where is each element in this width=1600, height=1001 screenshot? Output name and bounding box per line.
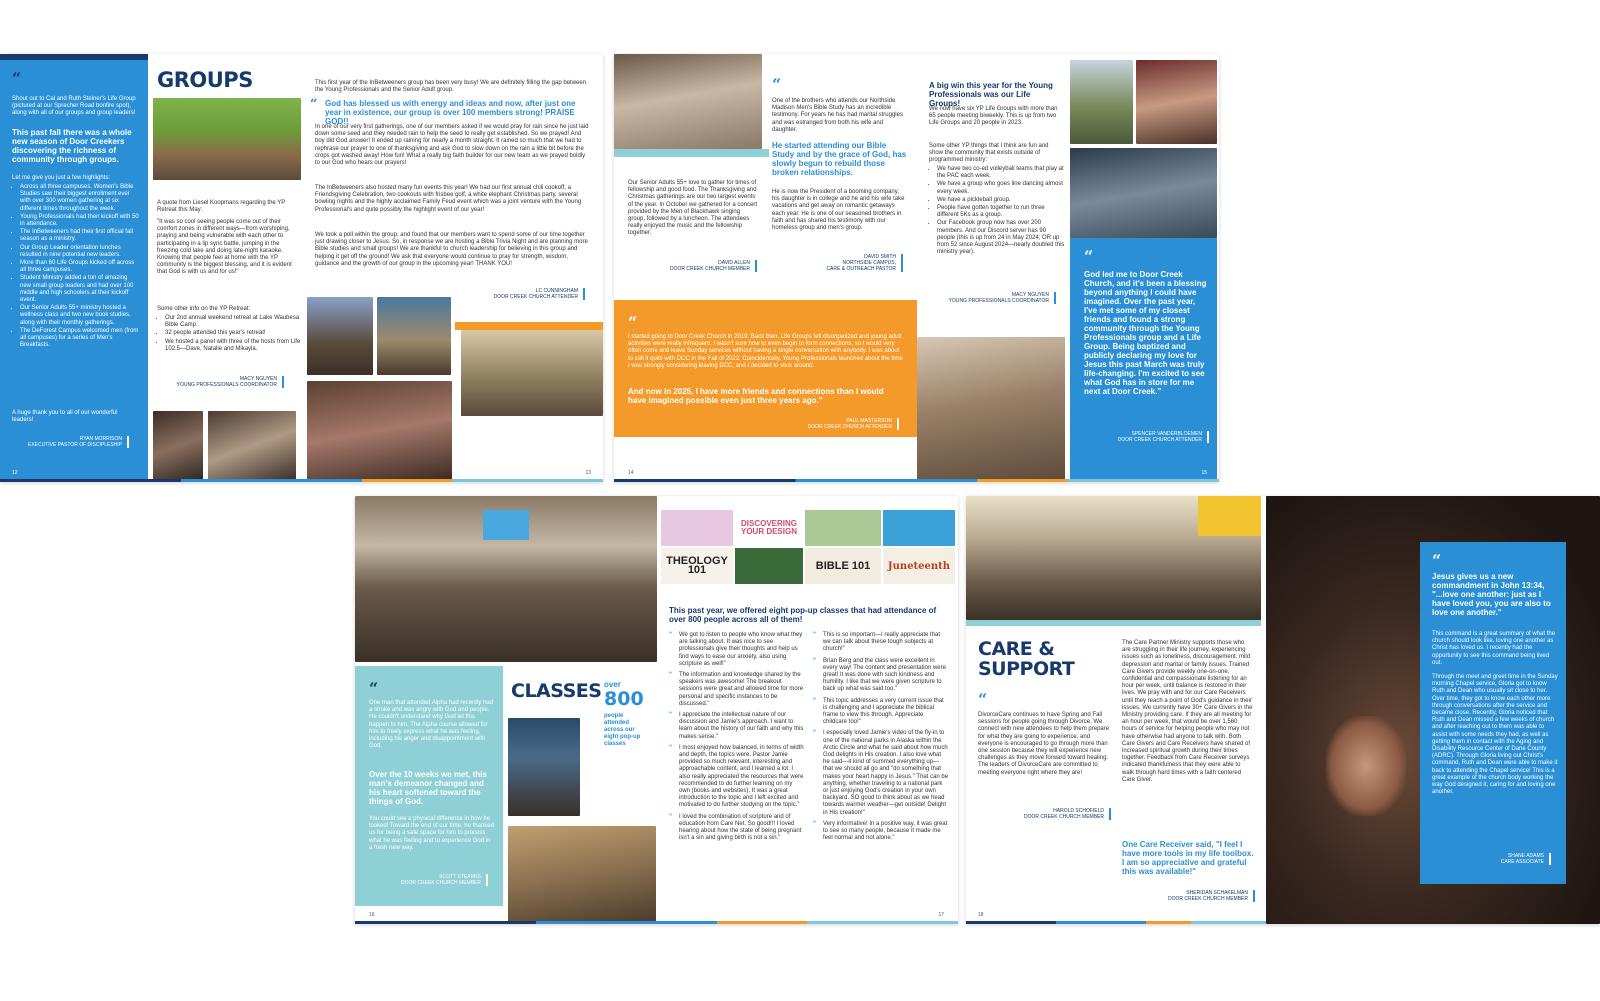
class-quote: “ We got to listen to people who know what they are talking about. It was nice to see professionals give their thoughts and help us find ways to ease our anxiety, also using scripture as well!" [669, 632, 803, 667]
inb-attribution [440, 288, 585, 300]
color-strip [0, 479, 603, 482]
class-tile-juneteenth: Juneteenth [883, 548, 955, 584]
alpha-text-2: You could see a physical difference in how he looked! Toward the end of our time, he thanked us for being a safe space for him to process what he was feeling and to experience God in a fresh new way. [369, 816, 494, 851]
care-pull-quote: One Care Receiver said, "I feel I have more tools in my life toolbox. I am so appreciative and grateful this was available!" [1122, 840, 1254, 876]
quote-mark-icon: “ [628, 313, 638, 332]
party-photo [1136, 60, 1217, 144]
attribution-name: MACY NGUYEN [1011, 292, 1049, 298]
class-quote: “ This is so important—I really appreciate that we can talk about these tough subjects at church!" [813, 632, 941, 653]
quote-mark-icon: “ [813, 697, 816, 704]
popup-headline: This past year, we offered eight pop-up classes that had attendance of over 800 people across all of them! [669, 606, 937, 624]
yellow-wall-accent [1198, 496, 1261, 536]
brother-attribution [778, 254, 903, 272]
devoted-photo [1070, 148, 1217, 238]
groups-more: Some other info on the YP Retreat: [157, 306, 251, 312]
teal-accent-bar [966, 620, 1261, 626]
sidebar-thanks: A huge thank you to all of our wonderful leaders! [12, 410, 118, 424]
quote-mark-icon: “ [978, 690, 988, 709]
sidebar-bullets [12, 184, 140, 350]
attribution-name: MACY NGUYEN [239, 376, 277, 382]
attribution-title: DOOR CREEK CHURCH MEMBER [1167, 896, 1248, 902]
attribution-name: HAROLD SCHOFIELD [1053, 808, 1104, 814]
inb-paragraph-4: We took a poll within the group, and found that our members want to spend some of our time together just drawing closer to Jesus. So, in response we are hosting a Bible Trivia Night and are planning more Bible studies and small groups! We are thankful to church leadership for believing in this group and helping it get off the ground! We ask that everyone would continue to pray for strength, wisdom, guidance and the growth of our group in the upcoming year! THANK YOU! [315, 232, 588, 267]
attribution-title: NORTHSIDE CAMPUS, [842, 260, 896, 266]
class-quote: “ This topic addresses a very current issue that is challenging and I appreciate the biblical frame to view this through. Appreciate childcare too!" [813, 697, 944, 726]
yp-blue-attribution [1084, 431, 1209, 443]
attribution-title: EXECUTIVE PASTOR OF DISCIPLESHIP [27, 442, 122, 448]
page-number: 18 [978, 912, 984, 918]
list-item: • 32 people attended this year's retreat! [165, 330, 301, 337]
class-quote: “ Very informative! In a positive way, it was great to see so many people, because it made me feel normal and not alone." [813, 820, 948, 842]
attribution-title: DOOR CREEK CHURCH ATTENDER [1117, 437, 1202, 443]
love-paragraph-1: This command is a great summary of what the church should look like, loving one another as Christ has loved us. I recently had the opportunity to see this command being lived out. [1432, 631, 1556, 666]
page-number: 14 [628, 470, 634, 476]
class-tile-4 [883, 510, 955, 546]
color-strip [355, 921, 958, 924]
page-number: 13 [585, 470, 591, 476]
yp-blue-quote: God led me to Door Creek Church, and it's been a blessing beyond anything I could have imagined. Over the past year, I've met some of my closest friends and found a strong community through the Young Professionals group and a Life Group. Being baptized and publicly declaring my love for Jesus this past March was truly life-changing. I'm excited to see what God has in store for me next at Door Creek." [1084, 270, 1207, 396]
list-item: • The InBetweeners had their first official fall season as a ministry. [20, 229, 140, 243]
attribution-name: SHERIDAN SCHAKELMAN [1186, 890, 1248, 896]
quotes-right-column [813, 632, 949, 846]
quote-mark-icon: “ [813, 632, 816, 638]
quote-mark-icon: “ [669, 632, 672, 638]
attribution-name: SCOTT STEARNS [439, 874, 481, 880]
class-quote: “ I especially loved Jamie's video of the fly-in to one of the national parks in Alaska within the Arctic Circle and what he said about how much God delights in His creation. I also love what he said—it kind of summed everything up—that we should all go and "do something that makes your heart happy in Jesus." That can be anything, whether traveling to a national park or just enjoying God's creation in your own backyard. SO good to think about as we head towards warmer weather—get outside! Delight in His creation!" [813, 730, 949, 816]
inb-paragraph-3: The InBetweeners also hosted many fun events this year! We had our first annual chili cookoff, a Friendsgiving Celebration, two cookouts with frisbee golf, a white elephant Christmas party, several bowling nights and the highly acclaimed Family Feud event which was a joint venture with the Young Professional's and quite possibly the highlight event of our year! [315, 185, 582, 213]
yp-bullets [929, 166, 1065, 257]
page-number: 16 [369, 912, 375, 918]
orange-testimony-text: I started going to Door Creek Church in 2019. Back then, Life Groups felt disorganized and young adult activities were really infrequent. I wasn't sure how to even begin to form connections, so I would very often come and leave Sunday services without having a single conversation with anybody. I was about to call it quits with DCC in the Fall of 2022. Coincidentally, Young Professionals launched about the time I was strongly considering leaving DCC, and I decided to stick around. [628, 334, 903, 369]
bonfire-group-photo [153, 98, 301, 180]
group-photo-2 [208, 411, 296, 481]
alpha-text: One man that attended Alpha had recently had a stroke and was angry with God and people. He couldn't understand why God let this happen to him. The Alpha course allowed for him to freely express what he was feeling, including his anger and disappointment with God. [369, 700, 494, 750]
classes-title: CLASSES [511, 680, 602, 702]
class-quote: “ I loved the combination of scripture and of education from Care Net. So good!!! I loved hearing about how the state of being pregnant isn't a sin and giving birth is not a sin." [669, 813, 802, 842]
quote-mark-icon: “ [772, 75, 782, 94]
over-label: over [604, 680, 621, 689]
orange-pull-quote: And now in 2025, I have more friends and connections than I would have imagined possible even just three years ago." [628, 387, 884, 405]
attribution-name: PAUL MASTERSON [846, 418, 892, 424]
over-description: people attended across our eight pop-up classes [604, 713, 641, 747]
groups-title: GROUPS [157, 68, 253, 92]
yp-paragraph-2: Some other YP things that I think are fun and show the community that exists outside of programmed ministry: [929, 143, 1049, 164]
class-tile-6 [735, 548, 803, 584]
alpha-attribution [369, 874, 488, 886]
quote-mark-icon: “ [310, 97, 318, 112]
divorcecare-attribution [996, 808, 1111, 820]
list-item: • Our Facebook group now has over 200 members. And our Discord server has 90 people (this is up from 24 in May 2024; OR up from 52 since August 2024—nearly doubled this ministry year). [937, 220, 1065, 256]
alpha-pull-quote: Over the 10 weeks we met, this man's demeanor changed and his heart softened toward the things of God. [369, 770, 487, 806]
sidebar-intro: Let me give you just a few highlights: [12, 175, 111, 181]
inb-photo-3 [461, 330, 603, 416]
spread-young-professionals [614, 54, 1219, 482]
care-title-line2: SUPPORT [978, 658, 1075, 680]
list-item: • People have gotten together to run three different 5Ks as a group. [937, 205, 1065, 219]
list-item: • Our Senior Adults 55+ ministry hosted a wellness class and two new book studies, along with their monthly gatherings. [20, 305, 140, 327]
sidebar-top-band [0, 54, 148, 60]
spread-classes [355, 496, 958, 924]
list-item: • Our Group Leader orientation lunches resulted in nine potential new leaders. [20, 245, 140, 259]
attribution-name: LC CUNNINGHAM [535, 288, 578, 294]
inb-photo-1 [307, 297, 373, 375]
quote-mark-icon: “ [1084, 247, 1094, 266]
groups-quote-intro: A quote from Liesel Koopmans regarding the YP Retreat this May: [157, 200, 286, 214]
yp-attribution [929, 292, 1056, 304]
quote-mark-icon: “ [669, 744, 672, 751]
list-item: • We have two co-ed volleyball teams that play at the PAC each week. [937, 166, 1065, 180]
attribution-name: SPENCER VANDERBLOEMEN [1131, 431, 1202, 437]
sidebar-highlight: This past fall there was a whole new season of Door Creekers discovering the richness of community through groups. [12, 128, 132, 164]
attribution-title: YOUNG PROFESSIONALS COORDINATOR [948, 298, 1049, 304]
class-quote: “ Brian Berg and the class were excellent in every way! The content and presentation were great! It was done with such kindness and humility. I like that we were given scripture to back up what was said too." [813, 657, 946, 693]
quote-mark-icon: “ [1432, 551, 1442, 570]
orange-attribution [764, 418, 899, 430]
class-tile-3 [805, 510, 881, 546]
quote-mark-icon: “ [669, 672, 672, 679]
senior-attribution [628, 260, 757, 272]
quote-mark-icon: “ [12, 69, 22, 88]
attribution-title: YOUNG PROFESSIONALS COORDINATOR [176, 382, 277, 388]
yp-group-photo [917, 337, 1065, 482]
attribution-title: DOOR CREEK CHURCH MEMBER [1023, 814, 1104, 820]
inb-photo-2 [377, 297, 451, 375]
yp-title: A big win this year for the Young Professionals was our Life Groups! [929, 81, 1053, 108]
list-item: • Young Professionals had their kickoff with 50 in attendance. [20, 214, 140, 228]
sidebar-attribution [12, 436, 129, 448]
quote-mark-icon: “ [669, 712, 672, 719]
quote-mark-icon: “ [369, 679, 379, 698]
outdoor-photo [1070, 60, 1133, 144]
quote-mark-icon: “ [813, 820, 816, 827]
brother-paragraph-1: One of the brothers who attends our Northside Madison Men's Bible Study has an incredible testimony. For years he has had marital struggles and was estranged from both his wife and daughter. [772, 98, 903, 133]
attribution-name: DAVID ALLEN [718, 260, 750, 266]
groups-attribution [157, 376, 284, 388]
inb-photo-4 [307, 381, 452, 481]
page-number: 12 [12, 470, 18, 476]
brother-pull-quote: He started attending our Bible Study and by the grace of God, has slowly begun to rebuild those broken relationships. [772, 141, 907, 177]
love-attribution [1432, 853, 1551, 865]
page-number: 17 [938, 912, 944, 918]
inb-paragraph-1: This first year of the InBetweeners group has been very busy! We are definitely filling the gap between the Young Professionals and the Senior Adult group. [315, 80, 587, 94]
page-number: 15 [1201, 470, 1207, 476]
groups-quote: "It was so cool seeing people come out of their comfort zones in different ways—from worshiping, praying and being vulnerable with each other to participating in a lip sync battle, jumping in the freezing cold lake and doing late-night karaoke. Knowing that people feel at home with the YP community is the biggest blessing, and it is evident that God is with us and for us!" [157, 219, 292, 276]
care-title-line1: CARE & [978, 638, 1055, 660]
list-item: • Student Ministry added a ton of amazing new small group leaders and had over 100 middle and high schoolers at their kickoff event. [20, 275, 140, 304]
brother-paragraph-2: He is now the President of a booming company, his daughter is in college and he and his wife take vacations and get away on romantic getaways each year. He is one of our seasoned brothers in faith and has shared his testimony with our homeless group and men's group. [772, 189, 905, 232]
groups-bullets [157, 315, 301, 354]
quote-mark-icon: “ [813, 657, 816, 664]
attribution-name: DAVID SMITH [864, 254, 896, 260]
teal-accent-bar [614, 149, 769, 157]
inb-pull-quote: God has blessed us with energy and ideas and now, after just one year in existence, our group is over 100 members strong! PRAISE GOD!! [325, 99, 576, 126]
quote-mark-icon: “ [813, 730, 816, 737]
speaker-photo [508, 718, 580, 816]
class-quote: “ I appreciate the intellectual nature of our discussion and Jamie's approach. I want to learn about the history of our faith and why this makes sense." [669, 712, 804, 740]
class-tile-discovering: DISCOVERING YOUR DESIGN [735, 510, 803, 546]
care-attribution [1142, 890, 1255, 902]
love-quote: Jesus gives us a new commandment in John 13:34, "...love one another: just as I have loved you, you are also to love one another." [1432, 572, 1551, 617]
senior-adults-photo [614, 54, 762, 149]
yp-paragraph-1: We now have six YP Life Groups with more than 65 people meeting biweekly. This is up from two Life Groups and 20 people in 2023. [929, 106, 1058, 127]
attribution-title: DOOR CREEK CHURCH ATTENDER [493, 294, 578, 300]
list-item: • Across all three campuses, Women's Bible Studies saw their biggest enrollment ever with over 300 women gathering at six different times throughout the week. [20, 184, 140, 213]
attribution-title: DOOR CREEK CHURCH MEMBER [669, 266, 750, 272]
quotes-left-column [669, 632, 805, 846]
divorcecare-text: DivorceCare continues to have Spring and Fall sessions for people going through Divorce. We connect with new attendees to help them prepare for what they are going to experience, and everyone is encouraged to go through more than one session because they will experience new challenges as they move forward toward healing. The leaders of DivorceCare are committed to meeting everyone right where they are! [978, 712, 1110, 776]
class-quote: “ I most enjoyed how balanced, in terms of width and depth, the topics were. Pastor Jamie provided so much relevant, interesting and approachable content, and I learned a lot. I also really appreciated the resources that were recommended to do further learning on my own (books and websites). It was a great introduction to the topic and I left excited and motivated to do further studying on the topic." [669, 744, 804, 809]
attribution-title: DOOR CREEK CHURCH ATTENDER [807, 424, 892, 430]
class-tile-bible: BIBLE 101 [805, 548, 881, 584]
color-strip [966, 921, 1266, 924]
classroom-photo [508, 826, 656, 924]
over-number: 800 [604, 688, 644, 710]
list-item: • We have a group who goes line dancing almost every week. [937, 181, 1065, 195]
list-item: • The DeForest Campus welcomed men (from all campuses) for a series of Men's Breakfasts. [20, 328, 140, 350]
orange-accent-bar [455, 322, 603, 330]
list-item: • More than 60 Life Groups kicked off across all three campuses. [20, 260, 140, 274]
class-tile-1 [661, 510, 733, 546]
attribution-name: SHANE ADAMS [1507, 853, 1544, 859]
attribution-title: CARE & OUTREACH PASTOR [826, 266, 896, 272]
attribution-name: RYAN MORRISON [79, 436, 122, 442]
hands-highlight [1326, 716, 1406, 816]
color-strip [614, 479, 1219, 482]
group-photo-1 [153, 411, 203, 481]
sidebar-quote: Shout out to Cal and Ruth Steiner's Life Group (pictured at our Sprecher Road bonfire spot), along with all of our groups and group leaders! [12, 96, 136, 117]
list-item: • Our 2nd annual weekend retreat at Lake Waubesa Bible Camp. [165, 315, 301, 329]
attribution-title: CARE ASSOCIATE [1500, 859, 1544, 865]
class-quote: “ The information and knowledge shared by the speakers was awesome! The breakout sessions were great and allowed time for more personal and specific instances to be discussed." [669, 672, 804, 707]
quote-mark-icon: “ [669, 813, 672, 820]
attribution-title: DOOR CREEK CHURCH MEMBER [400, 880, 481, 886]
list-item: • We hosted a panel with three of the hosts from Life 102.5—Dave, Natalie and Mikayla. [165, 339, 301, 353]
care-partner-text: The Care Partner Ministry supports those who are struggling in their life journey, experiencing issues such as loneliness, discouragement, mild depression and marital or family issues. Trained Care Givers provide weekly one-on-one, confidential and compassionate listening for an hour per week, until balance is restored in their lives. We pray with and for our Care Receivers until they reach a point of God's guidance in their issues. We currently have 30+ Care Givers in the Ministry providing care. If they are all meeting for an hour per week, that would be over 1,560 hours of service for helping people who may not have otherwise had anyone to talk with. Both Care Givers and Care Receivers have shared of increased spiritual growth during their times together. Feedback from Care Receiver surveys indicated thankfulness that they were able to walk through hard times with a faith centered Care Giver. [1122, 640, 1253, 783]
class-tile-theology: THEOLOGY 101 [661, 548, 733, 584]
screen-shape [483, 510, 529, 540]
inb-paragraph-2: In one of our very first gatherings, one of our members asked if we would pray for rain since he just laid down some seed and they needed rain to help the seed to really get established. So we prayed! And boy did God answer! It ended up raining for nearly a month straight. It rained so much that we had to rephrase our prayer to one of thanksgiving and ask God to slow down on the rain a little bit before the crops got washed away! How fun! What a really big faith builder for our new team as we prayed boldly to our God who hears our prayers! [315, 124, 589, 167]
spread-care-support [966, 496, 1600, 924]
spread-groups [0, 54, 603, 482]
love-paragraph-2: Through the meet and greet time in the Sunday morning Chapel service, Gloria got to know Ruth and Dean who usually sit close to her. Over time, they got to know each other more through conversations after the service and became close. Recently, Gloria noticed that Ruth and Dean missed a few weeks of church and after reaching out to them was able to assist with some needs they had, as well as getting them in contact with the Aging and Disability Resource Center of Dane County (ADRC). Through Gloria living out Christ's command, Ruth and Dean were able to make it back to attending the Chapel service! This is a great example of the church body working the way God designed it, caring for and loving one another. [1432, 674, 1558, 796]
list-item: • We have a pickleball group. [937, 197, 1065, 204]
senior-adults-text: Our Senior Adults 55+ love to gather for times of fellowship and good food. The Thanksgiving and Christmas gatherings are our two largest events of the year. In October we gathered for a concert provided by the Men of Blackhawk singing group, followed by a luncheon. The attendees really enjoyed the music and the fellowship together. [628, 180, 758, 237]
